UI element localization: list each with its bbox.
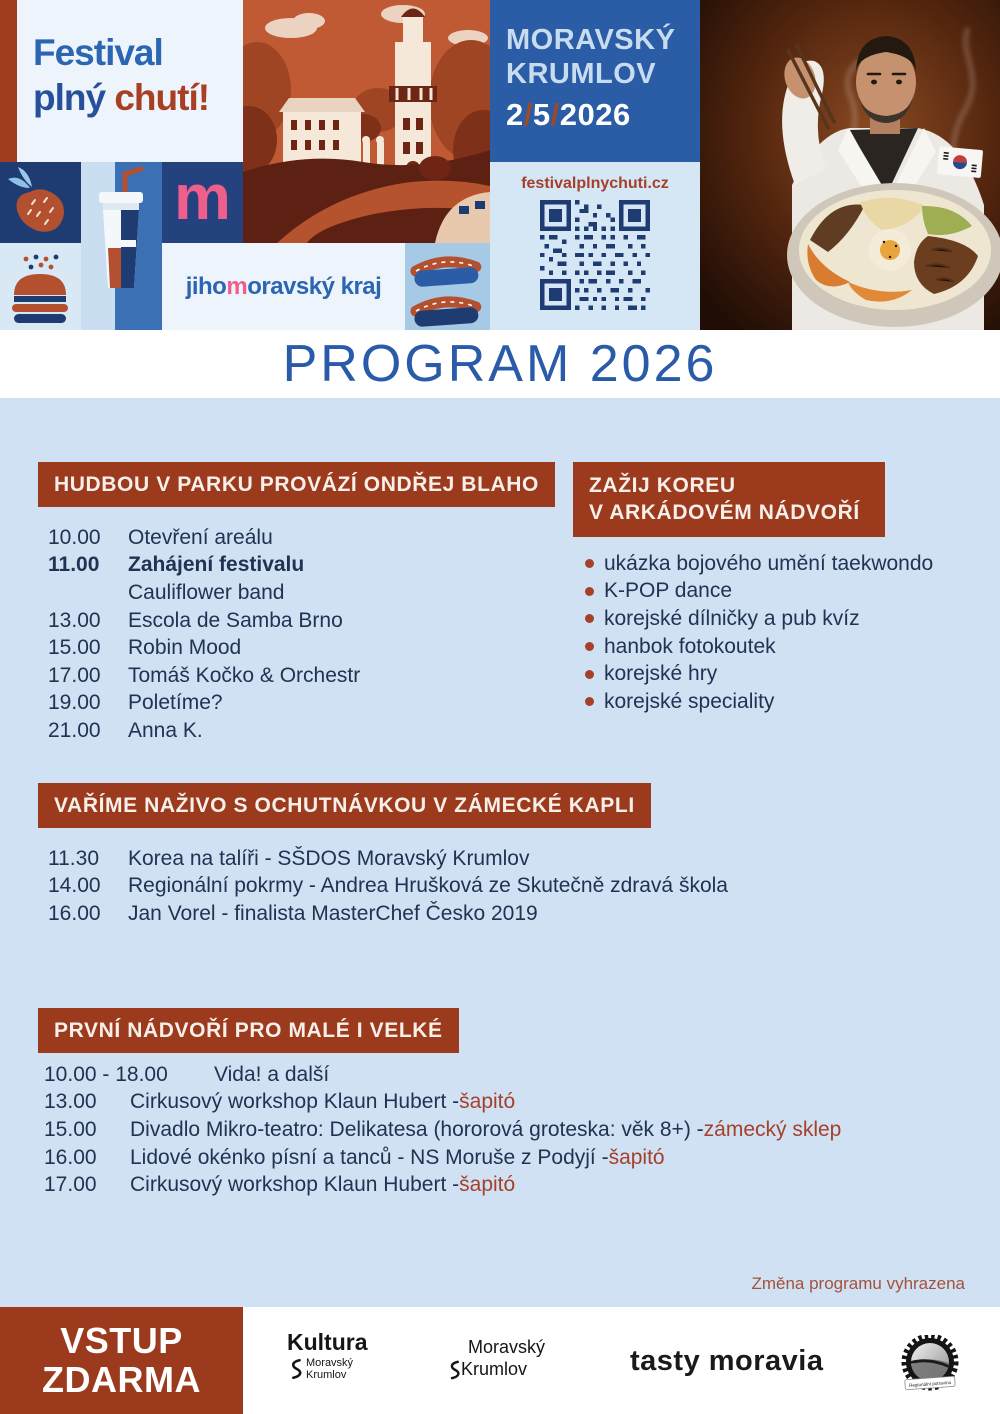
schedule-row: [44, 1116, 841, 1144]
chef-photo: [700, 0, 1000, 330]
program-change-note: Změna programu vyhrazena: [751, 1274, 965, 1293]
section-header-courtyard: PRVNÍ NÁDVOŘÍ PRO MALÉ I VELKÉ: [38, 1008, 459, 1053]
music-schedule: [48, 524, 360, 745]
event-time: 17.00: [48, 663, 101, 687]
activity-label: K-POP dance: [604, 579, 733, 603]
list-item: [585, 660, 933, 688]
program-title: PROGRAM 2026: [282, 335, 718, 393]
schedule-row: [48, 607, 360, 635]
list-item: [585, 578, 933, 606]
event-time: 11.30: [48, 846, 99, 870]
activity-label: hanbok fotokoutek: [604, 634, 776, 658]
event-title: Otevření areálu: [128, 525, 273, 549]
schedule-row: [48, 717, 360, 745]
event-title: Lidové okénko písní a tanců - NS Moruše z Podyjí -: [130, 1145, 609, 1169]
schedule-row: [48, 524, 360, 552]
list-item: [585, 688, 933, 716]
section-header-cooking: VAŘÍME NAŽIVO S OCHUTNÁVKOU V ZÁMECKÉ KAPLI: [38, 783, 651, 828]
burger-icon: [0, 243, 81, 330]
footer: [0, 1307, 1000, 1414]
schedule-row: [48, 662, 360, 690]
kultura-logo-sub: Moravský Krumlov: [306, 1357, 354, 1382]
left-accent-strip: [0, 0, 17, 162]
festival-title-line2: plný chutí!: [33, 77, 210, 119]
m-logo-tile: [162, 162, 243, 243]
program-body: [0, 398, 1000, 1307]
schedule-row: [48, 873, 728, 901]
schedule-row: [48, 552, 360, 580]
m-logo-letter: m: [174, 160, 231, 233]
event-time: 11.00: [48, 553, 100, 577]
schedule-row: [44, 1171, 841, 1199]
event-date-box: [490, 0, 700, 162]
qr-code: [540, 200, 650, 310]
activity-label: korejské hry: [604, 662, 718, 686]
event-title: Cauliflower band: [128, 580, 285, 604]
bullet-dot-icon: [585, 587, 594, 596]
bullet-dot-icon: [585, 614, 594, 623]
schedule-row: [44, 1089, 841, 1117]
burger-tile: [0, 243, 81, 330]
event-title: Regionální pokrmy - Andrea Hrušková ze Skutečně zdravá škola: [128, 874, 728, 898]
section-header-korea: [573, 462, 885, 537]
admission-line2: ZDARMA: [42, 1358, 201, 1400]
event-title: Poletíme?: [128, 691, 223, 715]
event-city-line2: KRUMLOV: [506, 57, 657, 90]
korea-header-line2: V ARKÁDOVÉM NÁDVOŘÍ: [589, 501, 860, 525]
event-venue: šapitó: [459, 1090, 516, 1114]
qr-panel: [490, 162, 700, 330]
event-title: Jan Vorel - finalista MasterChef Česko 2019: [128, 901, 538, 925]
event-time: 15.00: [44, 1117, 97, 1141]
event-title: Tomáš Kočko & Orchestr: [128, 663, 361, 687]
event-time: 15.00: [48, 636, 101, 660]
list-item: [585, 550, 933, 578]
event-time: 13.00: [48, 608, 101, 632]
date-slash: /: [523, 96, 533, 132]
castle-illustration: [243, 0, 490, 243]
hotdog-tile: [405, 243, 490, 330]
moravsky-krumlov-logo: [448, 1337, 545, 1381]
event-time: 16.00: [44, 1145, 97, 1169]
schedule-row: [48, 900, 728, 928]
activity-label: korejské dílničky a pub kvíz: [604, 606, 860, 630]
region-brand-strip: [162, 243, 405, 330]
event-title: Escola de Samba Brno: [128, 608, 343, 632]
strawberry-tile: [0, 162, 81, 243]
event-title: Robin Mood: [128, 636, 242, 660]
event-time: 14.00: [48, 874, 101, 898]
festival-title-red-word: chutí!: [114, 77, 210, 119]
event-time: 10.00 - 18.00: [44, 1062, 168, 1086]
festival-title-block: [17, 0, 243, 162]
event-time: 13.00: [44, 1090, 97, 1114]
website-link: festivalplnychuti.cz: [521, 175, 669, 192]
korea-activities-list: [585, 550, 933, 716]
city-logo-line1: Moravský: [468, 1337, 546, 1357]
regional-food-stamp: [897, 1335, 963, 1402]
activity-label: korejské speciality: [604, 689, 775, 713]
courtyard-schedule: [44, 1061, 841, 1199]
event-title: Vida! a další: [214, 1062, 330, 1086]
admission-line1: VSTUP: [60, 1320, 183, 1362]
region-brand-text: jihomoravský kraj: [185, 272, 382, 300]
free-admission-badge: [0, 1307, 243, 1414]
event-venue: zámecký sklep: [703, 1117, 842, 1141]
list-item: [585, 605, 933, 633]
event-venue: šapitó: [608, 1145, 665, 1169]
activity-label: ukázka bojového umění taekwondo: [604, 551, 934, 575]
drink-cup-tile: [81, 162, 162, 330]
river-squiggle-icon: [448, 1359, 461, 1381]
schedule-row: [44, 1061, 841, 1089]
event-date: 2/5/2026: [506, 96, 631, 132]
bullet-dot-icon: [585, 559, 594, 568]
event-title: Anna K.: [128, 718, 203, 742]
hotdog-icon: [405, 243, 490, 330]
event-time: 17.00: [44, 1173, 97, 1197]
list-item: [585, 633, 933, 661]
kultura-logo: [287, 1329, 368, 1381]
section-header-music: HUDBOU V PARKU PROVÁZÍ ONDŘEJ BLAHO: [38, 462, 555, 507]
tasty-moravia-logo: tasty moravia: [630, 1345, 824, 1377]
bullet-dot-icon: [585, 670, 594, 679]
korean-flag-icon: [937, 146, 983, 178]
event-title: Zahájení festivalu: [128, 553, 305, 577]
event-time: 19.00: [48, 691, 101, 715]
regional-food-stamp-icon: [897, 1335, 963, 1397]
city-logo-line2: Krumlov: [461, 1358, 528, 1379]
schedule-row: [44, 1144, 841, 1172]
event-time: 21.00: [48, 718, 101, 742]
cooking-schedule: [48, 845, 728, 928]
date-slash: /: [550, 96, 560, 132]
event-title: Korea na talíři - SŠDOS Moravský Krumlov: [128, 846, 530, 870]
event-venue: šapitó: [459, 1173, 516, 1197]
stamp-label: Regionální potravina: [908, 1379, 952, 1388]
event-time: 16.00: [48, 901, 101, 925]
festival-title-line1: Festival: [33, 32, 163, 73]
bullet-dot-icon: [585, 697, 594, 706]
schedule-row: [48, 845, 728, 873]
event-title: Cirkusový workshop Klaun Hubert -: [130, 1090, 460, 1114]
region-brand-m: m: [226, 272, 248, 300]
event-title: Divadlo Mikro-teatro: Delikatesa (hororová groteska: věk 8+) -: [130, 1117, 704, 1141]
river-squiggle-icon: [289, 1357, 303, 1381]
korea-header-line1: ZAŽIJ KOREU: [589, 474, 736, 497]
schedule-row: [48, 579, 360, 607]
kultura-logo-name: Kultura: [287, 1329, 368, 1355]
schedule-row: [48, 690, 360, 718]
event-title: Cirkusový workshop Klaun Hubert -: [130, 1173, 460, 1197]
castle-scene: [243, 0, 490, 243]
bullet-dot-icon: [585, 642, 594, 651]
drink-cup-icon: [81, 162, 162, 330]
strawberry-icon: [0, 162, 81, 243]
event-time: 10.00: [48, 525, 101, 549]
program-title-band: [0, 330, 1000, 398]
schedule-row: [48, 634, 360, 662]
chef-photo-scene: [700, 0, 1000, 330]
event-city-line1: MORAVSKÝ: [506, 24, 676, 56]
